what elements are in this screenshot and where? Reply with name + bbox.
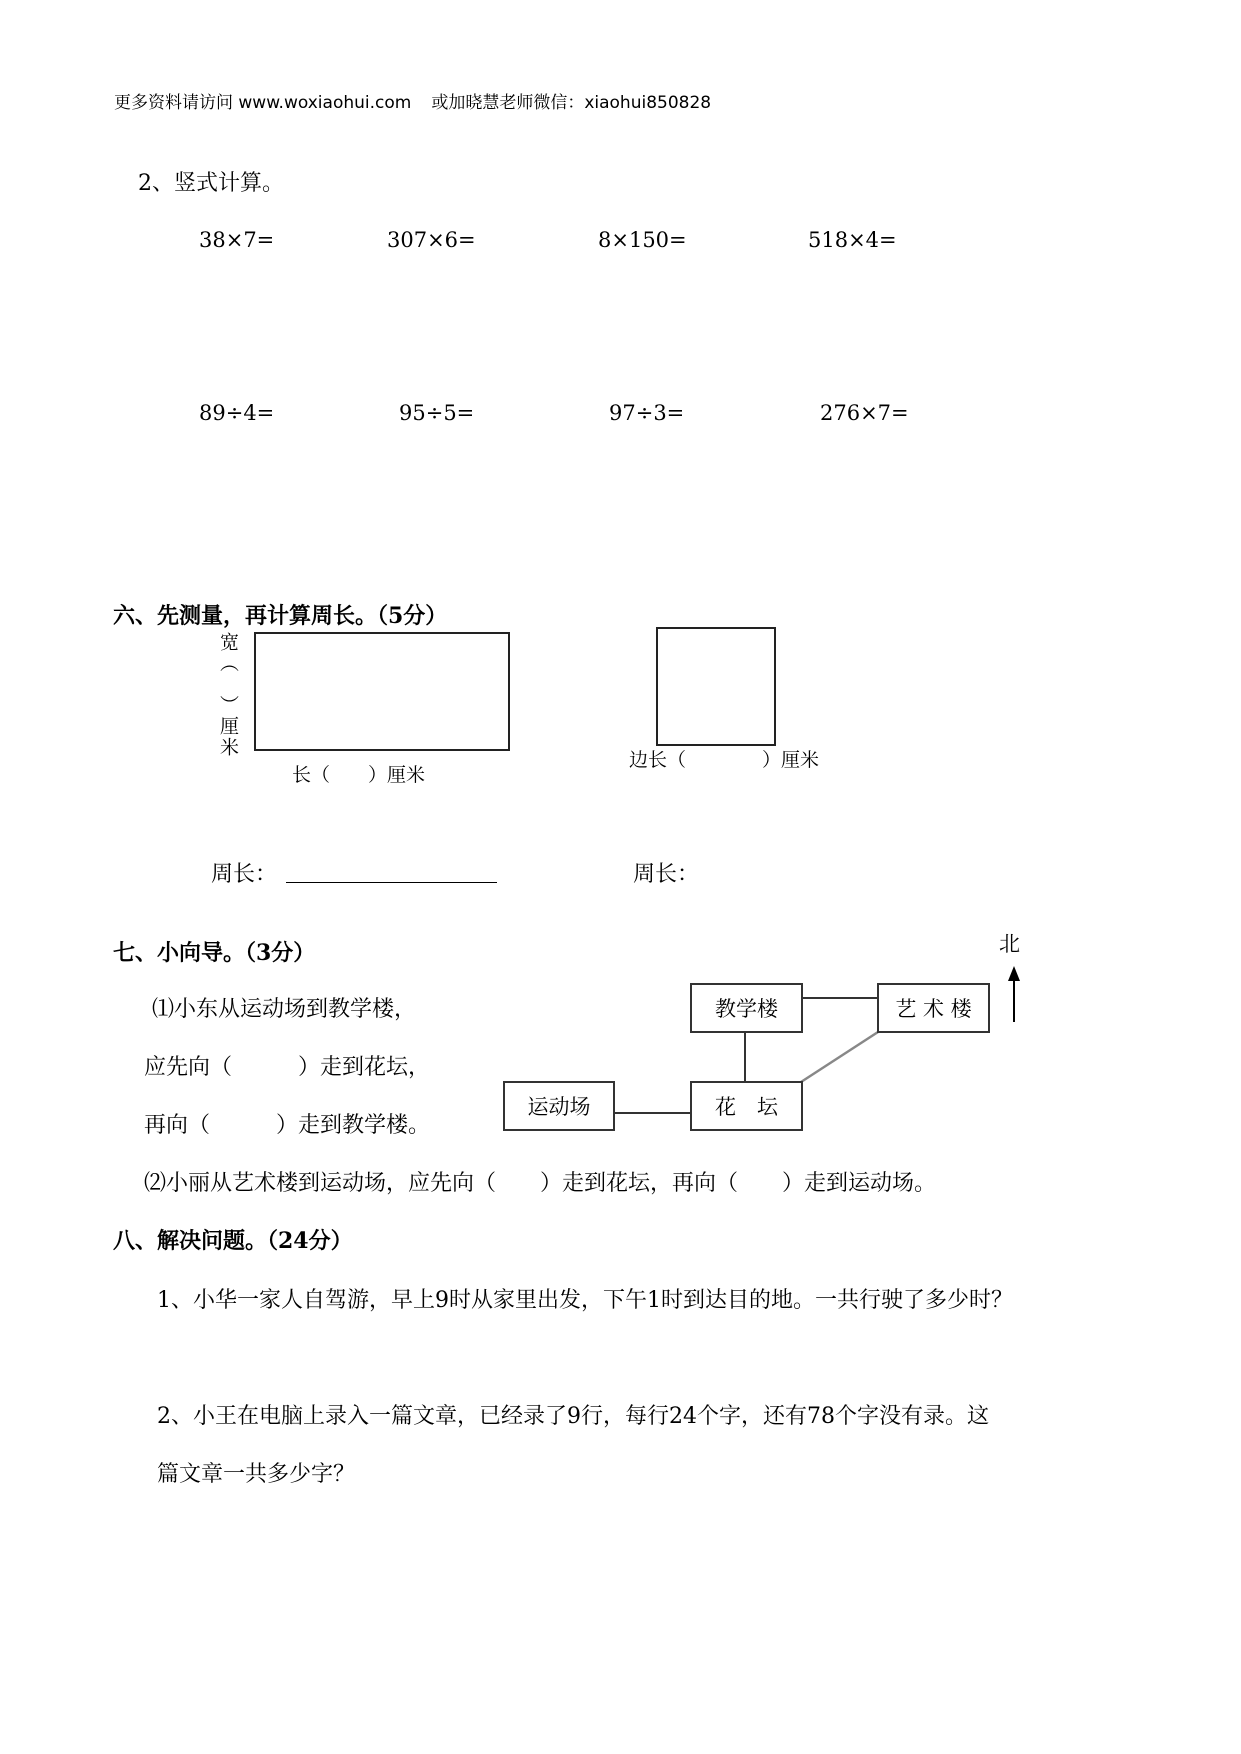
question-7-1-line-1: ⑴小东从运动场到教学楼， xyxy=(152,997,417,1022)
rect-width-label: 宽（ ）厘米 xyxy=(217,632,239,758)
map-flower-bed-label: 花 坛 xyxy=(715,1095,778,1119)
section-6-title: 六、先测量，再计算周长。（5分） xyxy=(113,603,448,629)
perimeter-label-rect: 周长： xyxy=(211,862,278,887)
map-flower-bed xyxy=(690,1081,803,1131)
header-wechat: 或加晓慧老师微信：xiaohui850828 xyxy=(431,93,712,113)
calc-item: 276×7= xyxy=(820,401,909,425)
section-7-title: 七、小向导。（3分） xyxy=(113,940,316,966)
map-art-building-label: 艺 术 楼 xyxy=(895,997,972,1021)
calc-item: 307×6= xyxy=(387,228,476,252)
problem-1: 1、小华一家人自驾游，早上9时从家里出发，下午1时到达目的地。一共行驶了多少时？ xyxy=(157,1288,1013,1313)
north-label: 北 xyxy=(999,932,1020,956)
calc-item: 38×7= xyxy=(199,228,275,252)
calc-item: 95÷5= xyxy=(399,401,475,425)
map-art-building xyxy=(877,983,990,1033)
calc-item: 89÷4= xyxy=(199,401,275,425)
question-7-1-line-3: 再向（ ）走到教学楼。 xyxy=(144,1113,431,1138)
north-arrow-head xyxy=(1008,966,1020,981)
question-7-2: ⑵小丽从艺术楼到运动场，应先向（ ）走到花坛，再向（ ）走到运动场。 xyxy=(144,1171,937,1196)
problem-2-line-2: 篇文章一共多少字？ xyxy=(157,1462,356,1487)
calc-item: 97÷3= xyxy=(609,401,685,425)
calc-item: 518×4= xyxy=(808,228,897,252)
rect-length-label: 长（ ）厘米 xyxy=(292,764,426,786)
header-website: 更多资料请访问 www.woxiaohui.com xyxy=(114,93,412,113)
map-teaching-building-label: 教学楼 xyxy=(715,997,778,1021)
map-sports-field-label: 运动场 xyxy=(527,1095,591,1119)
question-7-1-line-2: 应先向（ ）走到花坛， xyxy=(144,1055,431,1080)
calc-item: 8×150= xyxy=(598,228,687,252)
section-8-title: 八、解决问题。（24分） xyxy=(113,1228,353,1254)
map-sports-field xyxy=(503,1081,615,1131)
subtitle-vertical-calc: 2、竖式计算。 xyxy=(138,171,284,196)
square-side-label: 边长（ ）厘米 xyxy=(629,749,820,771)
perimeter-label-square: 周长： xyxy=(633,862,700,887)
path-flower-to-art xyxy=(801,1032,878,1082)
map-teaching-building xyxy=(690,983,803,1033)
problem-2-line-1: 2、小王在电脑上录入一篇文章，已经录了9行，每行24个字，还有78个字没有录。这 xyxy=(157,1404,989,1429)
